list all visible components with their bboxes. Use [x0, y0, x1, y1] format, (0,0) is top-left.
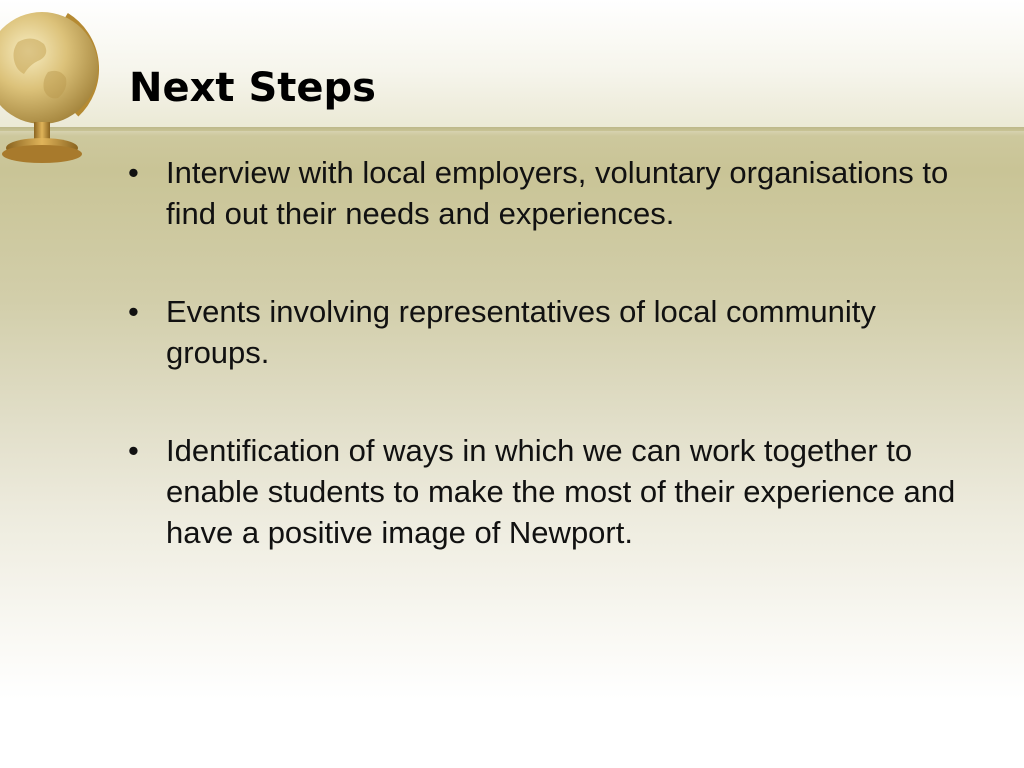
bullet-marker: • [128, 294, 139, 329]
bullet-list [128, 152, 968, 610]
bullet-text: Interview with local employers, voluntary organisations to find out their needs and experiences. [166, 155, 949, 231]
title-divider [0, 127, 1024, 131]
bullet-text: Identification of ways in which we can work together to enable students to make the most of their experience and have a positive image of Newport. [166, 433, 956, 550]
slide-title: Next Steps [129, 65, 376, 111]
bullet-marker: • [128, 155, 139, 190]
bullet-item [128, 430, 968, 553]
globe-icon [0, 2, 108, 172]
bullet-item [128, 152, 968, 234]
bullet-marker: • [128, 433, 139, 468]
bullet-text: Events involving representatives of local community groups. [166, 294, 876, 370]
bullet-item [128, 291, 968, 373]
